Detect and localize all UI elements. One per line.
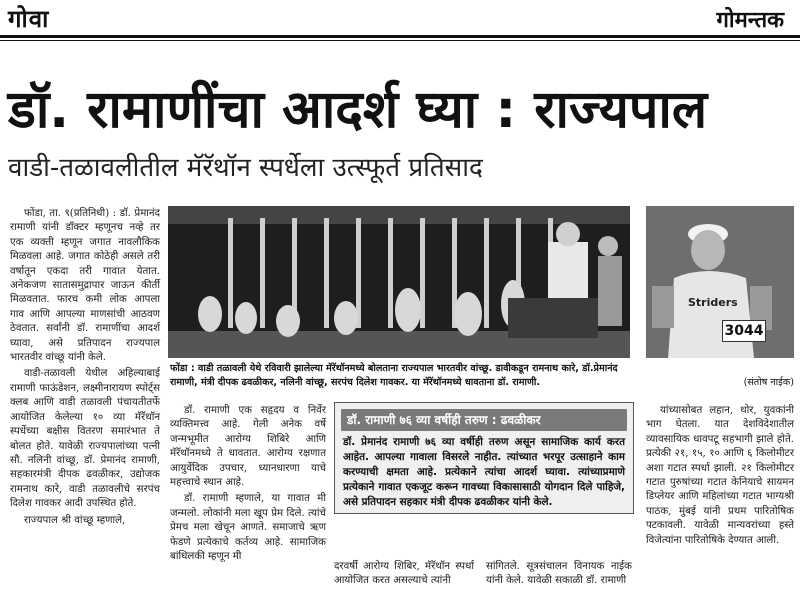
boxed-story-title: डॉ. रामाणी ७६ व्या वर्षीही तरुण : ढवळीकर: [341, 409, 627, 431]
paragraph: फोंडा, ता. ९(प्रतिनिधी) : डॉ. प्रेमानंद रामाणी यांनी डॉक्टर म्हणूनच नव्हे तर एक व्यक्ती म्हणून जगात नावलौकिक मिळवला आहे. जगात कोठेही असले तरी वर्षातून एकदा तरी गावात येतात. अनेकजण सातासमुद्रापार जाऊन कीर्ती मिळवतात. फारच कमी लोक आपला गाव आणि आपल्या माणसांची आठवण ठेवतात. सर्वांनी डॉ. रामाणींचा आदर्श घ्यावा, असे प्रतिपादन राज्यपाल भारतवीर वांच्छू यांनी केले.: [10, 208, 160, 364]
runner-photo: [646, 206, 794, 358]
photo-caption: फोंडा : वाडी तळावली येथे रविवारी झालेल्या मॅरॅथॉनमध्ये बोलताना राज्यपाल भारतवीर वांच्छू. डावीकडून रामनाथ कारे, डॉ.प्रेमानंद रामाणी, मंत्री दीपक ढवळीकर, नलिनी वांच्छू, सरपंच दिलेश गावकर. या मॅरॅथॉनमध्ये धावताना डॉ. रामाणी.: [170, 363, 618, 388]
subheadline: वाडी-तळावलीतील मॅरॅथॉन स्पर्धेला उत्स्फूर्त प्रतिसाद: [8, 153, 483, 183]
runner-shirt-text: Striders: [688, 296, 738, 309]
paragraph: राज्यपाल श्री वांच्छू म्हणाले,: [24, 514, 126, 526]
headline: डॉ. रामाणींचा आदर्श घ्या : राज्यपाल: [8, 80, 708, 140]
masthead-rule: [0, 35, 800, 38]
article-column-3: दरवर्षी आरोग्य शिबिर, मॅरॅथॉन स्पर्धा आयोजित करत असल्याचे त्यांनी: [334, 561, 474, 587]
runner-photo-graphic: [646, 206, 794, 358]
boxed-story-body: डॉ. प्रेमानंद रामाणी ७६ व्या वर्षीही तरुण असून सामाजिक कार्य करत आहेत. आपल्या गावाला विसरले नाहीत. त्यांच्यात भरपूर उत्साहाने काम करण्याची क्षमता आहे. प्रत्येकाने त्यांचा आदर्श घ्यावा. त्यांच्याप्रमाणे प्रत्येकाने गावात एकजूट करून गावच्या विकासासाठी योगदान दिले पाहिजे, असे प्रतिपादन सहकार मंत्री दीपक ढवळीकर यांनी केले.: [343, 436, 625, 508]
masthead-rule-thin: [0, 40, 800, 41]
article-column-2: [170, 404, 326, 590]
race-bib-number: 3044: [722, 320, 766, 342]
article-column-4: सांगितले. सूत्रसंचालन विनायक नाईक यांनी केले. यावेळी सकाळी डॉ. रामाणी: [486, 561, 632, 587]
paragraph: डॉ. रामाणी म्हणाले, या गावात मी जन्मलो. लोकांनी मला खूप प्रेम दिले. त्यांचे प्रेमच मला खेचून आणते. समाजाचे ऋण फेडणे प्रत्येकाचे कर्तव्य आहे. सामाजिक बांधिलकी म्हणून मी: [170, 493, 326, 563]
boxed-story: [334, 402, 634, 514]
paragraph: डॉ. रामाणी एक सहृदय व निर्वेर व्यक्तिमत्त्व आहे. गेली अनेक वर्षे जन्मभूमीत आरोग्य शिबिरे आणि मॅरॅथॉनमध्ये ते धावतात. आरोग्य रक्षणात आयुर्वेदिक उपचार, ध्यानधारणा याचे महत्त्वाचे स्थान आहे.: [170, 405, 326, 489]
paragraph: वाडी-तळावली येथील अहिल्याबाई रामाणी फाऊंडेशन, लक्ष्मीनारायण स्पोर्ट्स क्लब आणि वाडी तळावली पंचायतीतर्फे आयोजित केलेल्या १० व्या मॅरॅथॉन स्पर्धेच्या बक्षीस वितरण समारंभात ते बोलत होते. यावेळी राज्यपालांच्या पत्नी सौ. नलिनी वांच्छू, डॉ. प्रेमानंद रामाणी, सहकारमंत्री दीपक ढवळीकर, उद्योजक रामनाथ कारे, वाडी तळावलीचे सरपंच दिलेश गावकर आदी उपस्थित होते.: [10, 368, 160, 510]
stage-photo-graphic: [168, 206, 630, 358]
paragraph: यांच्यासोबत लहान, थोर, युवकांनी भाग घेतला. यात देशविदेशातील व्यावसायिक धावपटू सहभागी झाले होते. प्रत्येकी २१, १५, १० आणि ६ किलोमीटर अशा गटात स्पर्धा झाली. २१ किलोमीटर गटात पुरुषांच्या गटात केनियाचे सायमन डिप्लेयर आणि महिलांच्या गटात भाग्यश्री पाठक, मुंबई यांनी प्रथम पारितोषिक पटकावली. यावेळी मान्यवरांच्या हस्ते विजेत्यांना पारितोषिके देण्यात आली.: [646, 405, 794, 546]
article-column-1: [10, 207, 160, 597]
article-column-5: [646, 404, 794, 594]
newspaper-name: गोमन्तक: [716, 8, 784, 33]
stage-photo: [168, 206, 630, 358]
section-label: गोवा: [8, 5, 50, 33]
photo-credit: (संतोष नाईक): [743, 377, 794, 388]
